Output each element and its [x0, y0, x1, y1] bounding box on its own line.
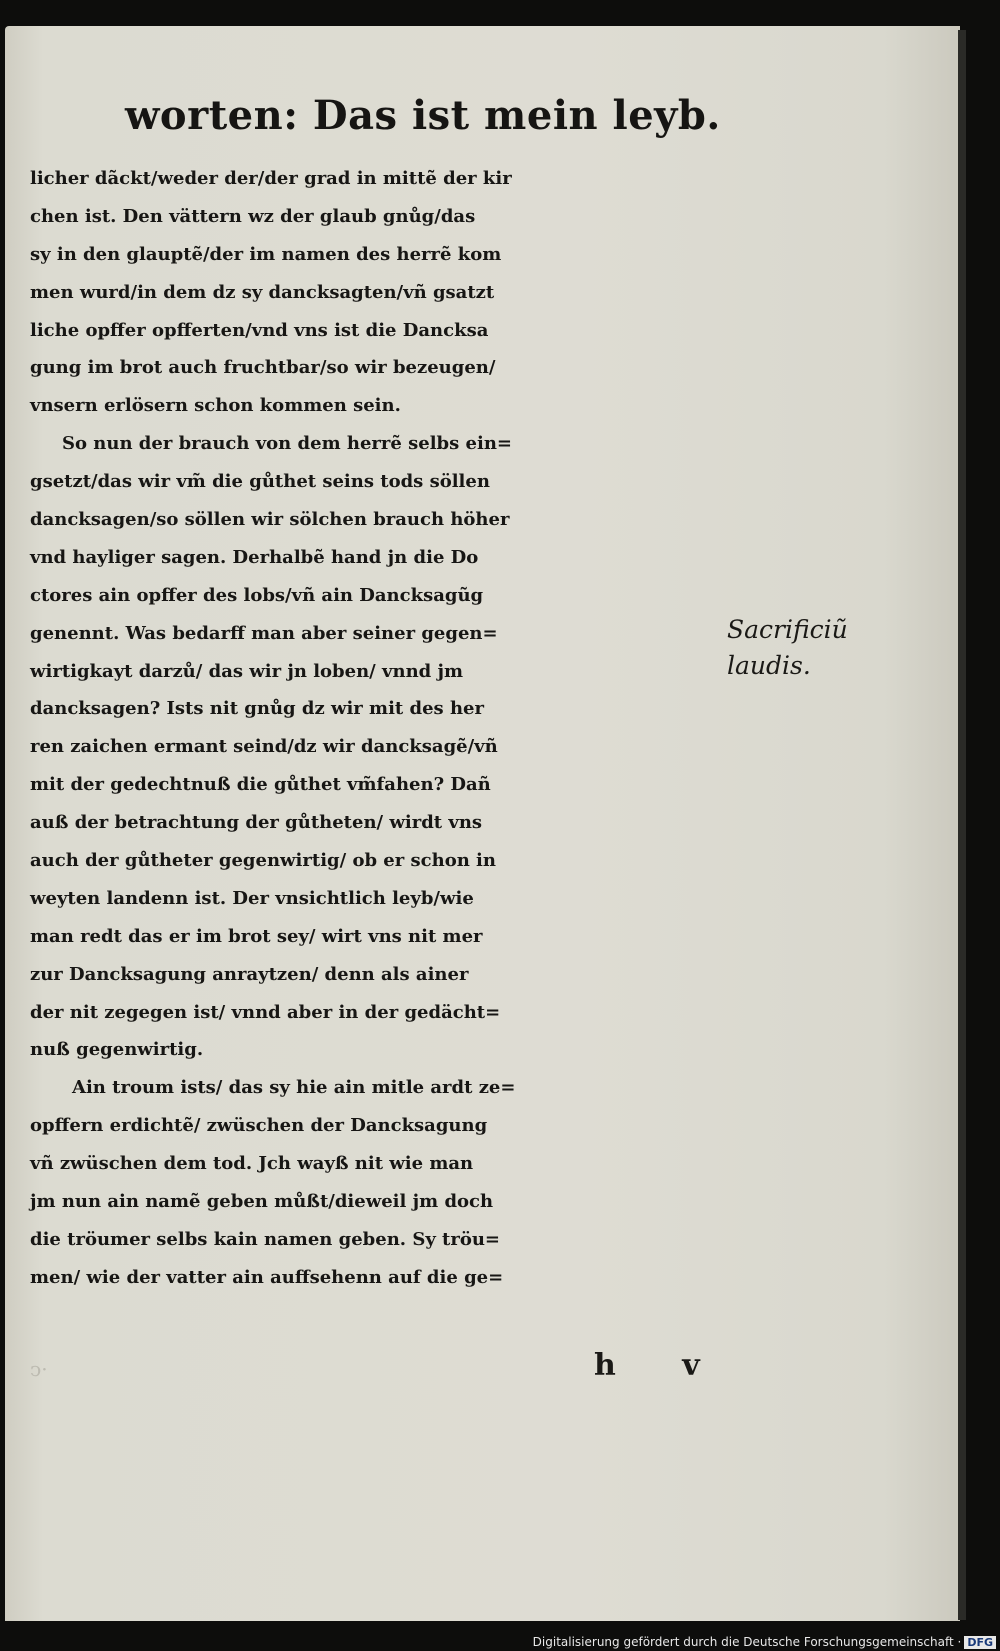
page-edge [958, 30, 966, 1620]
text-line: dancksagen/so söllen wir sölchen brauch höher [30, 509, 510, 531]
text-line: sy in den glauptẽ/der im namen des herrẽ kom [30, 243, 502, 265]
text-line: opffern erdichtẽ/ zwüschen der Dancksagung [30, 1115, 488, 1137]
dfg-logo: DFG [964, 1636, 996, 1649]
text-line: gung im brot auch fruchtbar/so wir bezeugen/ [30, 357, 496, 379]
text-line: licher dãckt/weder der/der grad in mittẽ der kir [30, 168, 512, 189]
marginal-note [727, 612, 848, 684]
text-line: dancksagen? Ists nit gnůg dz wir mit des her [30, 698, 484, 720]
text-line: gsetzt/das wir vm̃ die gůthet seins tods söllen [30, 471, 490, 493]
text-line: zur Dancksagung anraytzen/ denn als ainer [30, 963, 469, 985]
text-line: auch der gůtheter gegenwirtig/ ob er schon in [30, 850, 496, 872]
text-line: weyten landenn ist. Der vnsichtlich leyb/wie [30, 887, 474, 909]
text-line: Ain troum ists/ das sy hie ain mitle ardt ze= [72, 1077, 516, 1099]
text-line: genennt. Was bedarff man aber seiner gegen= [30, 622, 498, 644]
body-text [30, 160, 760, 1297]
text-line: vñ zwüschen dem tod. Jch wayß nit wie man [30, 1153, 474, 1175]
running-head: worten: Das ist mein leyb. [125, 92, 721, 139]
text-line: men/ wie der vatter ain auffsehenn auf die ge= [30, 1266, 504, 1288]
text-line: liche opffer opfferten/vnd vns ist die Dancksa [30, 319, 489, 341]
footer-text: Digitalisierung gefördert durch die Deutsche Forschungsgemeinschaft · [532, 1635, 962, 1649]
text-line: auß der betrachtung der gůtheten/ wirdt vns [30, 812, 483, 834]
text-line: vnsern erlösern schon kommen sein. [30, 395, 401, 417]
signature-mark: h v [594, 1348, 728, 1383]
text-line: vnd hayliger sagen. Derhalbẽ hand jn die Do [30, 546, 479, 568]
marginal-note-line: Sacrificiũ [727, 615, 848, 644]
digitization-footer [533, 1635, 996, 1649]
text-line: men wurd/in dem dz sy dancksagten/vñ gsatzt [30, 281, 495, 303]
text-line: jm nun ain namẽ geben můßt/dieweil jm doch [30, 1191, 494, 1213]
text-line: der nit zegegen ist/ vnnd aber in der gedächt= [30, 1001, 501, 1023]
text-line: man redt das er im brot sey/ wirt vns nit mer [30, 925, 483, 947]
text-line: ctores ain opffer des lobs/vñ ain Dancksagũg [30, 584, 484, 606]
text-line: mit der gedechtnuß die gůthet vm̃fahen? Dañ [30, 774, 491, 796]
text-line: wirtigkayt darzů/ das wir jn loben/ vnnd jm [30, 660, 464, 682]
marginal-note-line: laudis. [727, 651, 811, 680]
text-line: ren zaichen ermant seind/dz wir dancksagẽ/vñ [30, 736, 498, 758]
bleed-through-text: ↄ· [30, 1357, 48, 1381]
text-line: So nun der brauch von dem herrẽ selbs ein= [62, 433, 512, 455]
text-line: chen ist. Den vättern wz der glaub gnůg/das [30, 205, 476, 227]
text-line: die tröumer selbs kain namen geben. Sy tröu= [30, 1228, 501, 1250]
text-line: nuß gegenwirtig. [30, 1039, 204, 1061]
